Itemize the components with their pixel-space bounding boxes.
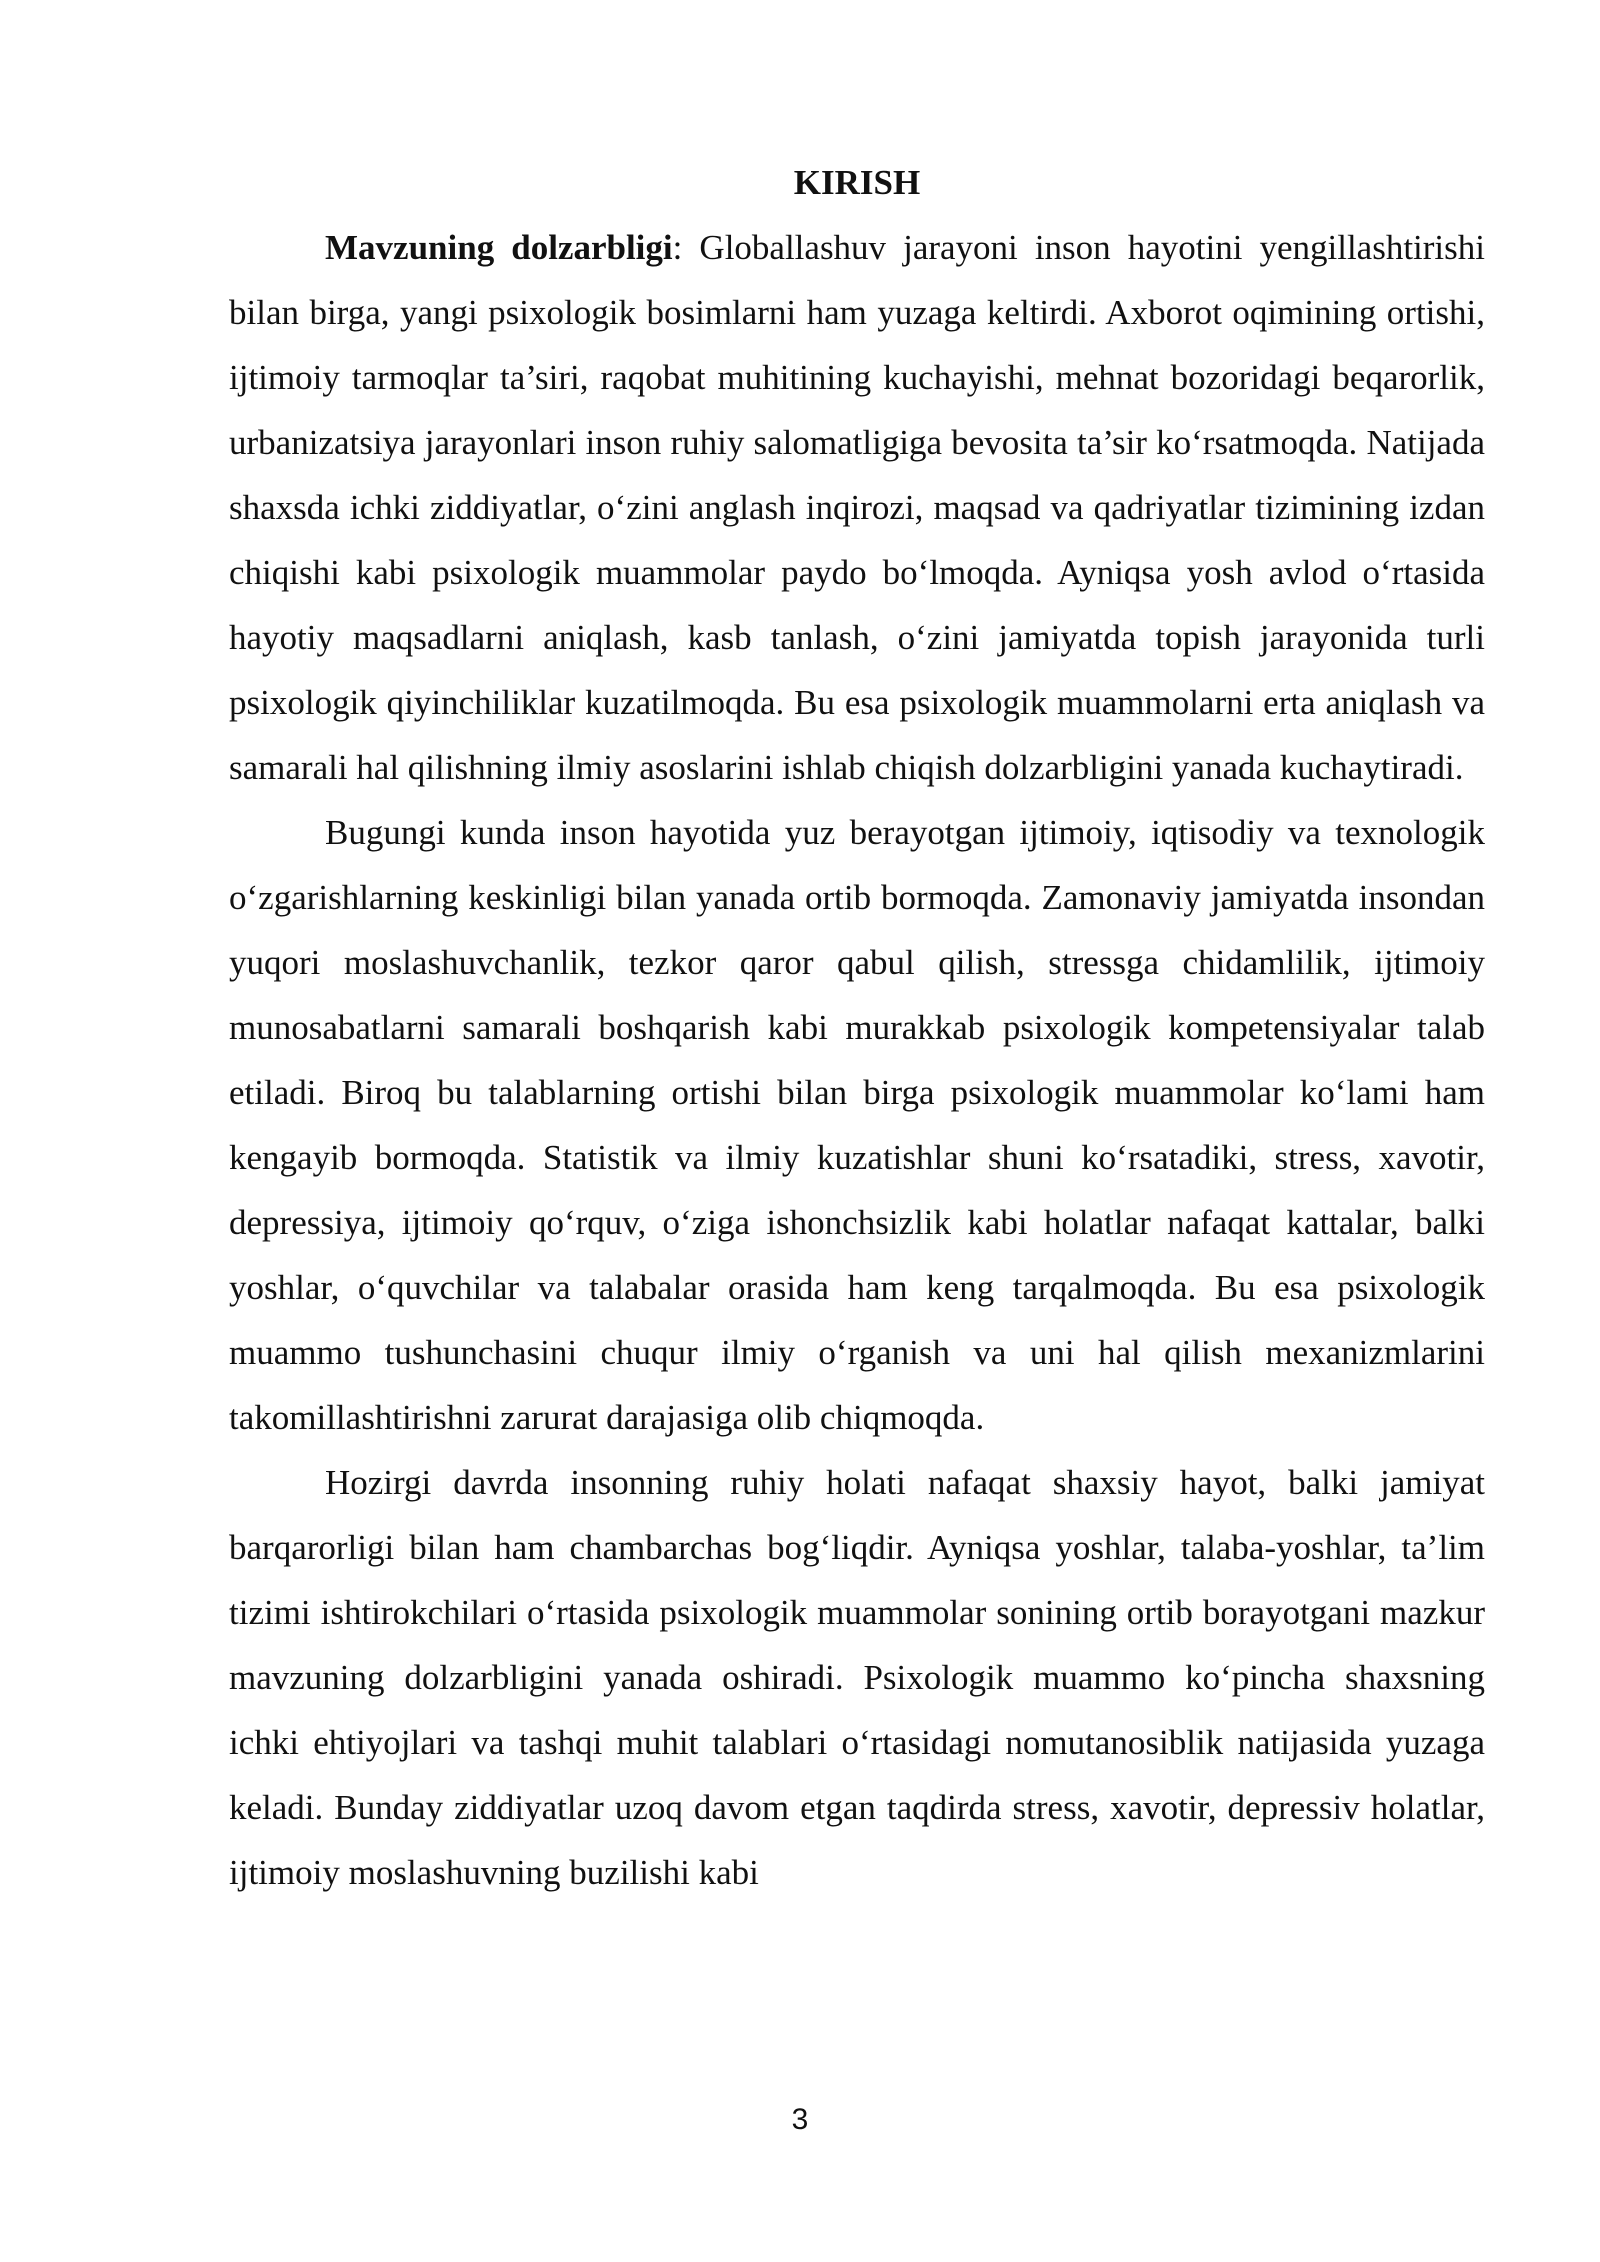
paragraph-lead-separator: : — [672, 228, 700, 267]
paragraph-1-text: Globallashuv jarayoni inson hayotini yengillashtirishi bilan birga, yangi psixologik bosimlarni ham yuzaga keltirdi. Axborot oqimining ortishi, ijtimoiy tarmoqlar ta’siri, raqobat muhitining kuchayishi, mehnat bozoridagi beqarorlik, urbanizatsiya jarayonlari inson ruhiy salomatligiga bevosita ta’sir ko‘rsatmoqda. Natijada shaxsda ichki ziddiyatlar, o‘zini anglash inqirozi, maqsad va qadriyatlar tizimining izdan chiqishi kabi psixologik muammolar paydo bo‘lmoqda. Ayniqsa yosh avlod o‘rtasida hayotiy maqsadlarni aniqlash, kasb tanlash, o‘zini jamiyatda topish jarayonida turli psixologik qiyinchiliklar kuzatilmoqda. Bu esa psixologik muammolarni erta aniqlash va samarali hal qilishning ilmiy asoslarini ishlab chiqish dolzarbligini yanada kuchaytiradi. — [229, 228, 1485, 787]
page-content — [229, 150, 1485, 1905]
paragraph-3 — [229, 1450, 1485, 1905]
paragraph-1 — [229, 215, 1485, 800]
page-number: 3 — [791, 2103, 809, 2136]
paragraph-2-text: Bugungi kunda inson hayotida yuz berayotgan ijtimoiy, iqtisodiy va texnologik o‘zgarishlarning keskinligi bilan yanada ortib bormoqda. Zamonaviy jamiyatda insondan yuqori moslashuvchanlik, tezkor qaror qabul qilish, stressga chidamlilik, ijtimoiy munosabatlarni samarali boshqarish kabi murakkab psixologik kompetensiyalar talab etiladi. Biroq bu talablarning ortishi bilan birga psixologik muammolar ko‘lami ham kengayib bormoqda. Statistik va ilmiy kuzatishlar shuni ko‘rsatadiki, stress, xavotir, depressiya, ijtimoiy qo‘rquv, o‘ziga ishonchsizlik kabi holatlar nafaqat kattalar, balki yoshlar, o‘quvchilar va talabalar orasida ham keng tarqalmoqda. Bu esa psixologik muammo tushunchasini chuqur ilmiy o‘rganish va uni hal qilish mexanizmlarini takomillashtirishni zarurat darajasiga olib chiqmoqda. — [229, 813, 1485, 1437]
paragraph-3-text: Hozirgi davrda insonning ruhiy holati nafaqat shaxsiy hayot, balki jamiyat barqarorligi bilan ham chambarchas bog‘liqdir. Ayniqsa yoshlar, talaba-yoshlar, ta’lim tizimi ishtirokchilari o‘rtasida psixologik muammolar sonining ortib borayotgani mazkur mavzuning dolzarbligini yanada oshiradi. Psixologik muammo ko‘pincha shaxsning ichki ehtiyojlari va tashqi muhit talablari o‘rtasidagi nomutanosiblik natijasida yuzaga keladi. Bunday ziddiyatlar uzoq davom etgan taqdirda stress, xavotir, depressiv holatlar, ijtimoiy moslashuvning buzilishi kabi — [229, 1463, 1485, 1892]
section-heading: KIRISH — [793, 163, 921, 202]
paragraph-2 — [229, 800, 1485, 1450]
paragraph-lead-bold: Mavzuning dolzarbligi — [325, 228, 673, 267]
